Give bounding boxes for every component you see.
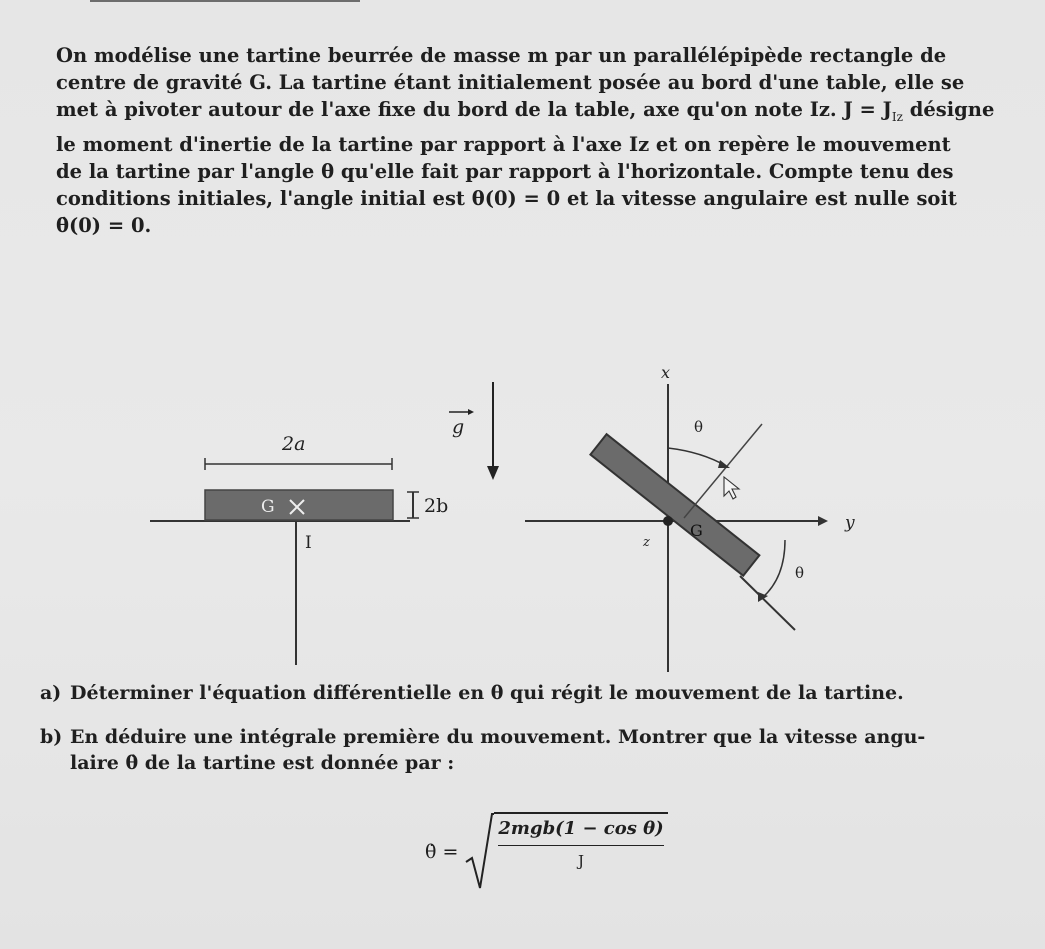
- problem-statement: [56, 42, 996, 239]
- square-root: [464, 812, 667, 892]
- text-line-6: conditions initiales, l'angle initial est θ(0) = 0 et la vitesse angulaire est nulle soit: [56, 186, 957, 210]
- question-b: [40, 724, 1000, 776]
- question-b-label: b): [40, 726, 63, 748]
- right-angle-arc: [762, 540, 785, 598]
- left-figure: [150, 382, 499, 665]
- question-b-text-1: En déduire une intégrale première du mouvement. Montrer que la vitesse angu-: [70, 726, 926, 748]
- radical-sign-icon: [464, 812, 494, 892]
- text-line-3-main: met à pivoter autour de l'axe fixe du bord de la table, axe qu'on note Iz. J = J: [56, 98, 892, 121]
- thickness-label: 2b: [424, 495, 449, 517]
- text-line-7: θ̇(0) = 0.: [56, 213, 152, 237]
- question-a: [40, 680, 904, 706]
- formula-fraction: [494, 812, 667, 892]
- mouse-cursor-icon: [724, 477, 739, 499]
- formula-denominator: J: [578, 852, 585, 870]
- figures: [0, 340, 1045, 680]
- gravity-label: g: [452, 416, 465, 438]
- top-angle-label: θ: [694, 418, 704, 436]
- text-line-5: de la tartine par l'angle θ qu'elle fait par rapport à l'horizontale. Compte tenu des: [56, 159, 954, 183]
- toast-direction-line: [740, 576, 795, 630]
- tilted-toast-group: [590, 434, 759, 575]
- question-a-text: Déterminer l'équation différentielle en θ qui régit le mouvement de la tartine.: [70, 682, 904, 704]
- text-line-3-tail: désigne: [902, 98, 995, 121]
- text-line-1: On modélise une tartine beurrée de masse m par un parallélépipède rectangle de: [56, 44, 947, 67]
- length-label: 2a: [282, 433, 306, 455]
- text-line-4: le moment d'inertie de la tartine par rapport à l'axe Iz et on repère le mouvement: [56, 132, 951, 156]
- question-b-text-2: laire θ̇ de la tartine est donnée par :: [70, 752, 455, 774]
- gravity-vector-bar-tip: [468, 409, 474, 415]
- right-g-label: G: [690, 521, 703, 540]
- x-axis-label: x: [661, 363, 671, 382]
- top-rule: [90, 0, 360, 2]
- text-line-3: [56, 96, 996, 131]
- question-a-label: a): [40, 682, 62, 704]
- y-axis-label: y: [845, 513, 855, 533]
- text-line-2: centre de gravité G. La tartine étant initialement posée au bord d'une table, elle se: [56, 71, 965, 94]
- angular-velocity-formula: [425, 812, 668, 892]
- y-axis-arrowhead: [818, 516, 828, 526]
- right-figure: [525, 363, 855, 672]
- left-g-label: G: [261, 497, 275, 517]
- normal-line: [684, 424, 762, 518]
- formula-numerator: 2mgb(1 − cos θ): [498, 818, 663, 846]
- top-angle-arc: [668, 448, 726, 466]
- formula-lhs: θ̇ =: [425, 841, 459, 863]
- z-axis-label: z: [643, 535, 650, 550]
- pivot-label: I: [305, 533, 312, 553]
- right-angle-label: θ: [795, 564, 805, 582]
- pivot-point: [663, 516, 673, 526]
- subscript-iz: Iz: [891, 109, 903, 124]
- tilted-toast: [590, 434, 759, 575]
- gravity-arrow-head: [487, 466, 499, 480]
